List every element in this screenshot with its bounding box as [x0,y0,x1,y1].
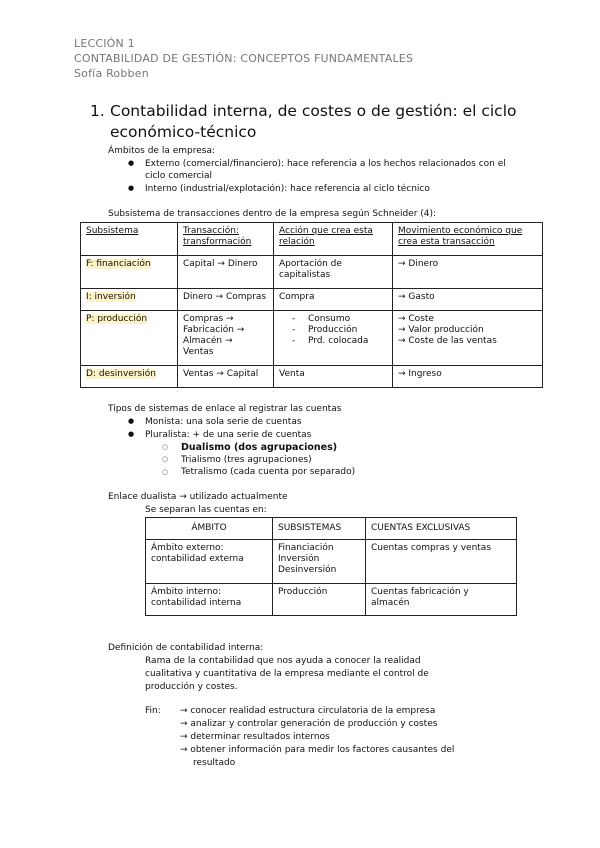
ambito-externo-line1: Externo (comercial/financiero): hace referencia a los hechos relacionados con el [145,159,506,169]
header-lesson: LECCIÓN 1 [74,37,135,50]
tipo-dualismo: Dualismo (dos agrupaciones) [181,442,338,453]
header-subsistemas: SUBSISTEMAS [278,523,342,533]
header-movimiento: Movimiento económico que [398,226,523,236]
cell-accion [274,289,393,311]
header-cuentas: CUENTAS EXCLUSIVAS [371,523,471,533]
ambito-externo-line2: ciclo comercial [145,171,212,181]
bullet-icon: ● [128,417,135,425]
bullet-icon: ● [128,184,135,192]
cell-accion [274,256,393,289]
header-ambito: ÁMBITO [191,523,227,533]
cell-ambito [146,584,273,616]
sub-inversion: I: inversión [86,292,136,302]
header-transaccion: Transacción: [183,226,239,236]
accion-text: capitalistas [279,270,331,280]
fin-item-cont: resultado [193,758,236,768]
definicion-line: producción y costes. [145,682,238,692]
header-cell [273,518,366,540]
trans-text: Dinero → Compras [183,292,267,302]
accion-text: Consumo [308,314,351,324]
trans-text: Fabricación → [183,325,245,335]
enlace-heading: Enlace dualista → utilizado actualmente [108,492,288,502]
cell-trans [178,289,274,311]
list-item [286,336,387,347]
accion-text: Aportación de [279,259,342,269]
header-cell [366,518,517,540]
section-title-line2: económico-técnico [110,123,257,141]
tipo-trialismo: Trialismo (tres agrupaciones) [181,455,312,465]
ambito-interno-line1: Interno (industrial/explotación): hace referencia al ciclo técnico [145,184,430,194]
trans-text: Ventas → Capital [183,369,259,379]
mov-text: → Valor producción [398,325,484,335]
cuentas-text: Cuentas fabricación y [371,587,469,597]
enlace-sub: Se separan las cuentas en: [145,505,267,515]
header-cell [81,223,178,256]
cell-cuentas [366,540,517,584]
cell-subs [273,540,366,584]
cell-accion [274,311,393,366]
mov-text: → Coste [398,314,434,324]
table-row [81,366,543,388]
cell-trans [178,366,274,388]
hollow-bullet-icon: ○ [162,443,169,451]
cell-sub [81,289,178,311]
definicion-line: Rama de la contabilidad que nos ayuda a conocer la realidad [145,656,421,666]
fin-item: → obtener información para medir los factores causantes del [180,745,455,755]
subs-text: Financiación [278,543,334,553]
cell-accion [274,366,393,388]
cell-mov [393,366,543,388]
ambito-text: Ámbito interno: [151,587,222,597]
bullet-icon: ● [128,430,135,438]
dash-icon: - [292,325,296,335]
trans-text: Compras → [183,314,234,324]
header-movimiento-2: crea esta transacción [398,237,495,247]
cell-trans [178,311,274,366]
hollow-bullet-icon: ○ [162,455,169,463]
mov-text: → Gasto [398,292,435,302]
cell-ambito [146,540,273,584]
table-row [81,289,543,311]
subsistema-heading: Subsistema de transacciones dentro de la empresa según Schneider (4): [108,209,437,219]
sub-produccion: P: producción [86,314,148,324]
header-subsistema: Subsistema [86,226,139,236]
mov-text: → Coste de las ventas [398,336,497,346]
header-cell [146,518,273,540]
header-author: Sofía Robben [74,67,149,80]
subs-text: Producción [278,587,328,597]
mov-text: → Dinero [398,259,439,269]
enlace-table [145,517,517,616]
header-cell [393,223,543,256]
dash-icon: - [292,336,296,346]
definicion-heading: Definición de contabilidad interna: [108,643,264,653]
ambitos-heading: Ámbitos de la empresa: [108,146,216,156]
cell-mov [393,289,543,311]
cell-sub [81,256,178,289]
tipo-pluralista: Pluralista: + de una serie de cuentas [145,430,312,440]
mov-text: → Ingreso [398,369,442,379]
trans-text: Almacén → [183,336,233,346]
subs-text: Inversión [278,554,320,564]
accion-text: Prd. colocada [308,336,369,346]
dash-icon: - [292,314,296,324]
table-row [146,584,517,616]
sub-financiacion: F: financiación [86,259,151,269]
tipo-tetralismo: Tetralismo (cada cuenta por separado) [181,467,356,477]
cuentas-text: almacén [371,598,410,608]
cell-mov [393,256,543,289]
header-cell [178,223,274,256]
trans-text: Ventas [183,347,214,357]
cell-cuentas [366,584,517,616]
header-title: CONTABILIDAD DE GESTIÓN: CONCEPTOS FUNDAMENTALES [74,52,414,65]
tipo-monista: Monista: una sola serie de cuentas [145,417,302,427]
cell-subs [273,584,366,616]
list-item [286,325,387,336]
table-row [81,256,543,289]
accion-text: Producción [308,325,358,335]
accion-text: Venta [279,369,305,379]
ambito-text: contabilidad interna [151,598,242,608]
table-row [146,540,517,584]
fin-item: → determinar resultados internos [180,732,330,742]
header-accion: Acción que crea esta [279,226,373,236]
sub-desinversion: D: desinversión [86,369,156,379]
trans-text: Capital → Dinero [183,259,258,269]
hollow-bullet-icon: ○ [162,468,169,476]
header-accion-2: relación [279,237,315,247]
ambito-text: Ámbito externo: [151,543,224,553]
fin-label: Fin: [145,706,161,716]
subsistema-table [80,222,543,388]
section-number: 1. [90,102,105,120]
table-header-row [146,518,517,540]
fin-item: → analizar y controlar generación de producción y costes [180,719,438,729]
definicion-line: cualitativa y cuantitativa de la empresa mediante el control de [145,669,429,679]
subs-text: Desinversión [278,565,337,575]
cell-sub [81,311,178,366]
bullet-icon: ● [128,159,135,167]
accion-text: Compra [279,292,315,302]
table-row [81,311,543,366]
fin-item: → conocer realidad estructura circulatoria de la empresa [180,706,436,716]
header-transaccion-2: transformación [183,237,252,247]
cuentas-text: Cuentas compras y ventas [371,543,492,553]
ambito-text: contabilidad externa [151,554,244,564]
section-title-line1: Contabilidad interna, de costes o de gestión: el ciclo [110,102,517,120]
table-header-row [81,223,543,256]
list-item [286,314,387,325]
tipos-heading: Tipos de sistemas de enlace al registrar las cuentas [108,404,342,414]
cell-mov [393,311,543,366]
header-cell [274,223,393,256]
cell-sub [81,366,178,388]
cell-trans [178,256,274,289]
